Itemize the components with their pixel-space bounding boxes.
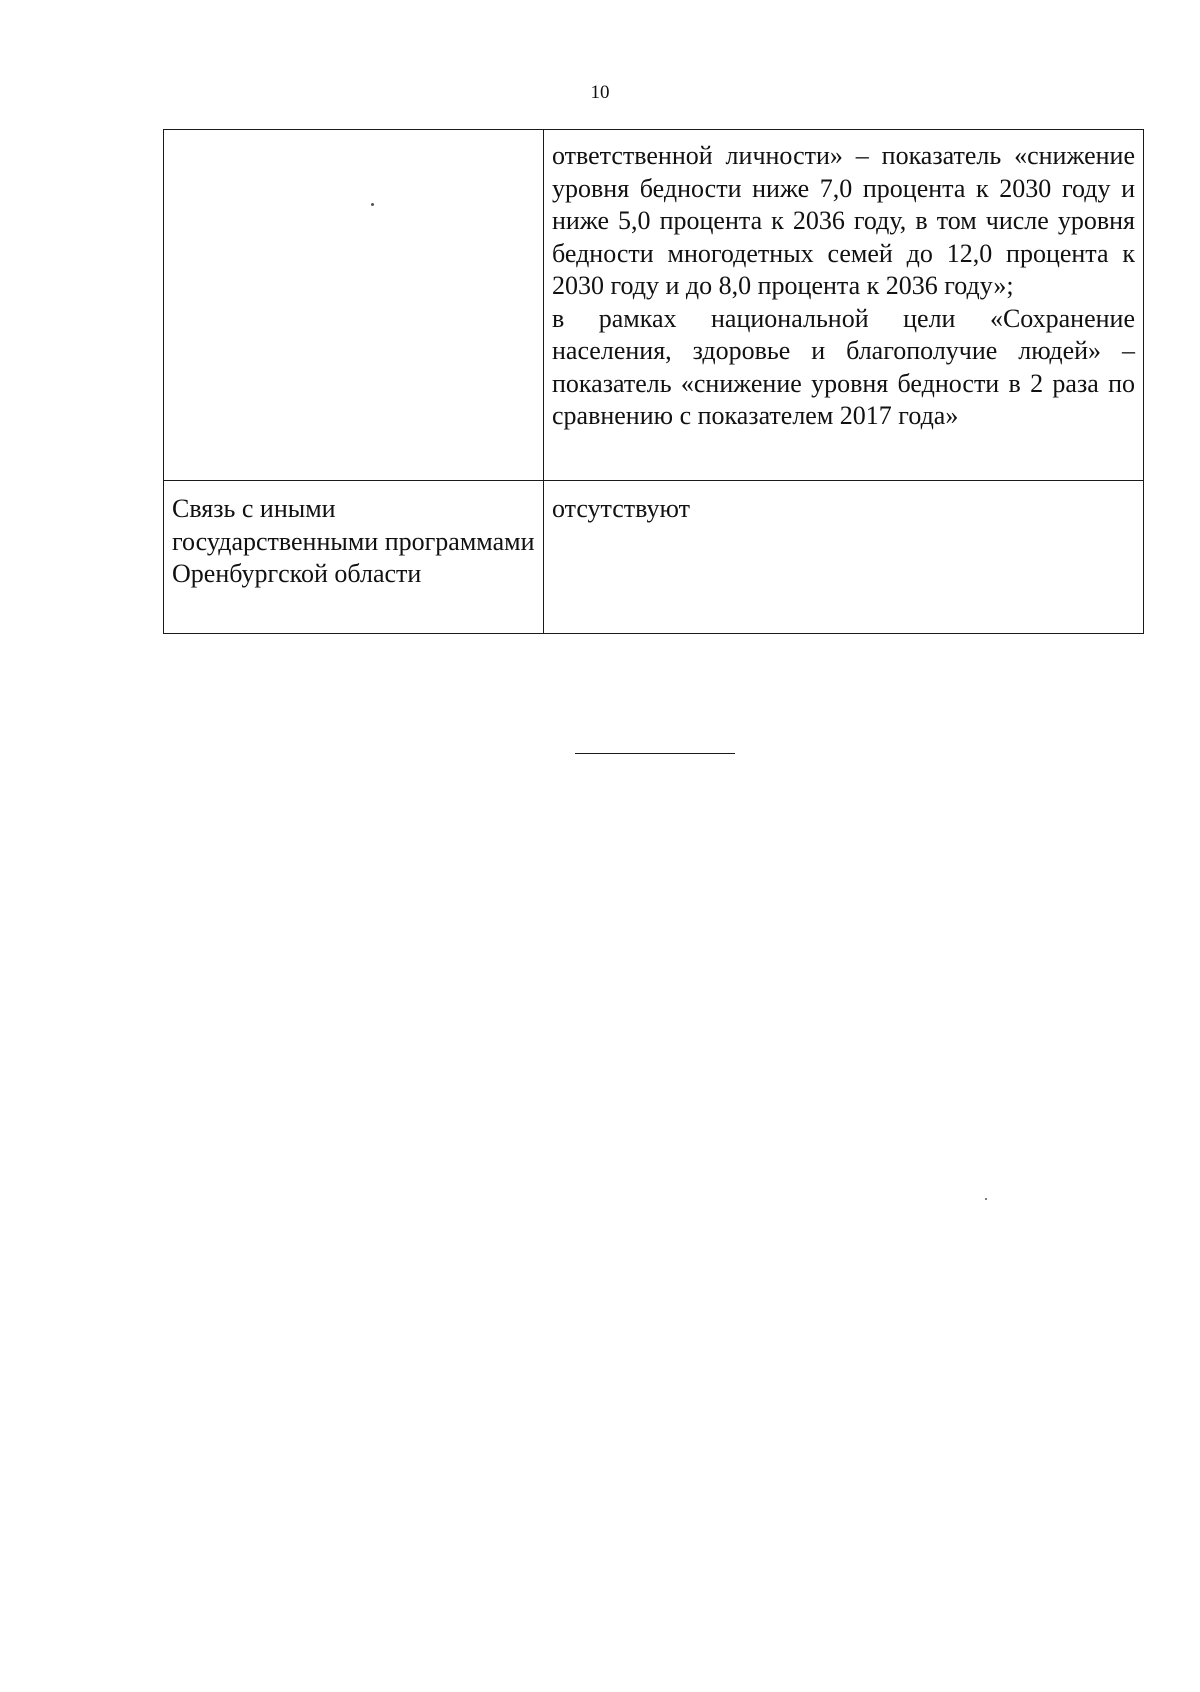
table-cell-left	[164, 130, 544, 481]
end-of-document-rule	[575, 753, 735, 754]
row-label: Связь с иными государственными программами Оренбургской области	[172, 494, 535, 588]
scan-speck	[371, 203, 374, 206]
indicator-paragraph: в рамках национальной цели «Сохранение населения, здоровье и благополучие людей» – показатель «снижение уровня бедности в 2 раза по сравнению с показателем 2017 года»	[552, 303, 1135, 430]
cell-text-block	[544, 130, 1143, 433]
table-cell-right	[544, 130, 1144, 481]
table-cell-right	[544, 481, 1144, 634]
indicator-paragraph: ответственной личности» – показатель «снижение уровня бедности ниже 7,0 процента к 2030 году и ниже 5,0 процента к 2036 году, в том числе уровня бедности многодетных семей до 12,0 процента к 2030 году и до 8,0 процента к 2036 году»;	[552, 141, 1135, 300]
cell-text	[164, 130, 543, 141]
document-table	[163, 129, 1144, 634]
table-row	[164, 130, 1144, 481]
table-row	[164, 481, 1144, 634]
table-cell-left	[164, 481, 544, 634]
row-value: отсутствуют	[552, 494, 690, 523]
scan-speck	[985, 1198, 987, 1200]
page-number: 10	[590, 82, 610, 103]
